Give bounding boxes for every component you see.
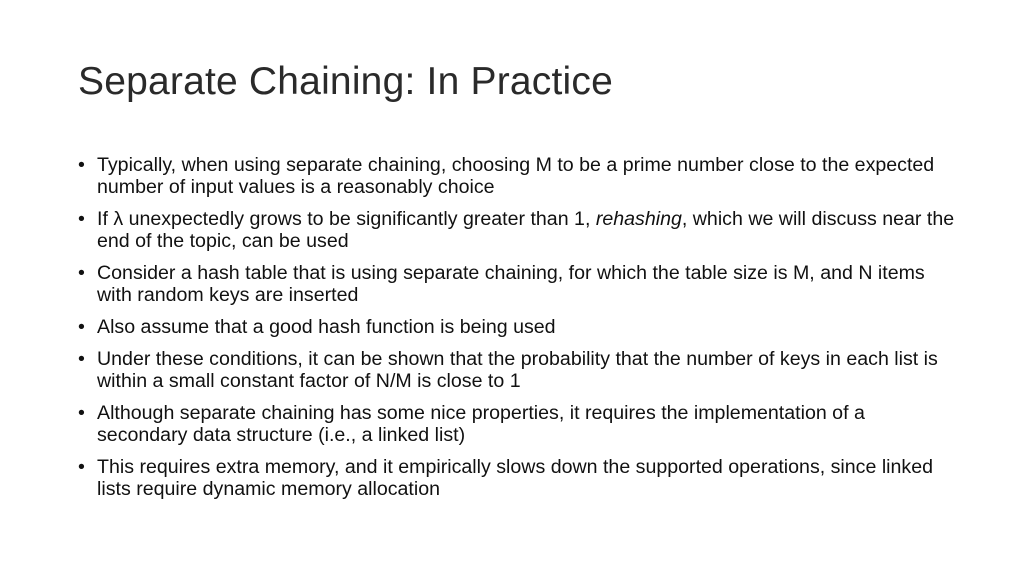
bullet-marker	[78, 208, 92, 230]
bullet-item	[78, 208, 958, 252]
bullet-list	[78, 154, 958, 510]
bullet-text: Under these conditions, it can be shown that the probability that the number of keys in each list is within a small constant factor of N/M is close to 1	[97, 348, 938, 392]
bullet-text-emphasis: rehashing	[595, 208, 682, 230]
bullet-text: Typically, when using separate chaining, choosing M to be a prime number close to the expected number of input values is a reasonably choice	[97, 154, 935, 198]
bullet-item	[78, 348, 958, 392]
bullet-text: Although separate chaining has some nice properties, it requires the implementation of a secondary data structure (i.e., a linked list)	[97, 402, 865, 446]
slide-title: Separate Chaining: In Practice	[78, 60, 613, 103]
bullet-item	[78, 456, 958, 500]
bullet-marker	[78, 154, 92, 176]
bullet-marker	[78, 348, 92, 370]
bullet-text: Consider a hash table that is using separate chaining, for which the table size is M, and N items with random keys are inserted	[97, 262, 925, 306]
bullet-item	[78, 316, 958, 338]
bullet-marker	[78, 402, 92, 424]
bullet-marker	[78, 262, 92, 284]
bullet-text: Also assume that a good hash function is being used	[97, 316, 556, 338]
bullet-text: This requires extra memory, and it empirically slows down the supported operations, since linked lists require dynamic memory allocation	[97, 456, 934, 500]
bullet-item	[78, 262, 958, 306]
bullet-marker	[78, 456, 92, 478]
bullet-item	[78, 154, 958, 198]
bullet-text-after: , which we will discuss near the end of the topic, can be used	[97, 208, 955, 252]
bullet-text-before: If λ unexpectedly grows to be significantly greater than 1,	[97, 208, 596, 230]
bullet-marker	[78, 316, 92, 338]
bullet-item	[78, 402, 958, 446]
